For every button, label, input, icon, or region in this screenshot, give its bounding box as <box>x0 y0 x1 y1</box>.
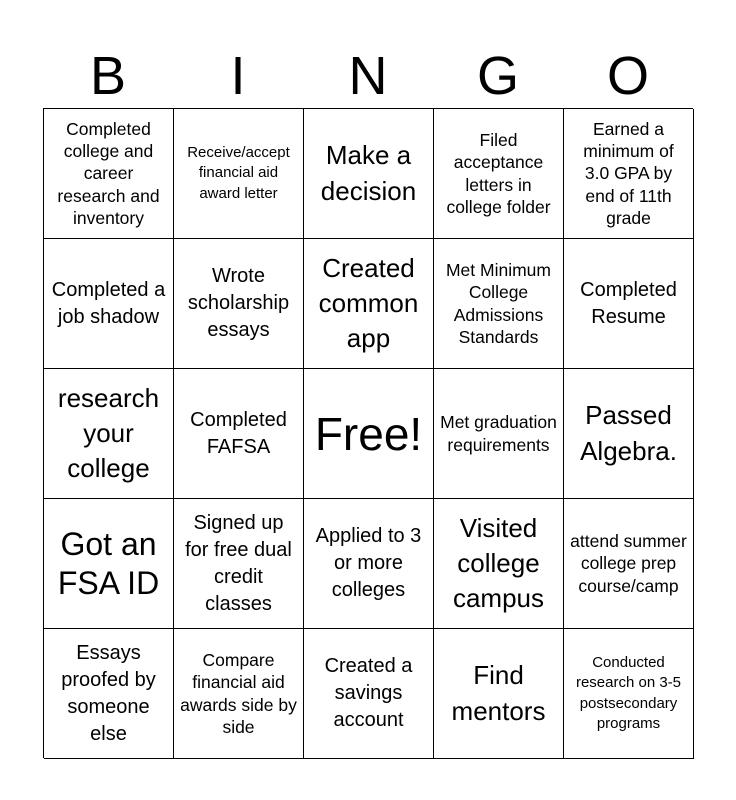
bingo-cell <box>434 239 564 369</box>
cell-text: Visited college campus <box>452 512 545 614</box>
bingo-cell <box>174 499 304 629</box>
cell-text: Receive/accept financial aid award letter <box>187 144 290 202</box>
cell-text: Signed up for free dual credit classes <box>185 511 292 615</box>
cell-text: Passed Algebra. <box>580 400 677 466</box>
cell-text: Filed acceptance letters in college folder <box>446 129 551 217</box>
bingo-cell <box>304 629 434 759</box>
bingo-cell <box>44 499 174 629</box>
cell-text: Earned a minimum of 3.0 GPA by end of 11th grade <box>583 118 674 229</box>
cell-text: Make a decision <box>320 140 417 206</box>
cell-text: Completed college and career research and inventory <box>57 118 160 229</box>
bingo-header <box>43 44 693 108</box>
cell-text: Met graduation requirements <box>440 412 557 455</box>
cell-text: research your college <box>57 382 160 484</box>
bingo-cell <box>564 369 694 499</box>
cell-text: Completed a job shadow <box>51 278 166 328</box>
cell-text: Find mentors <box>451 660 546 726</box>
header-letter-g: G <box>476 46 519 106</box>
cell-text: Completed Resume <box>580 278 677 328</box>
bingo-cell <box>174 629 304 759</box>
header-letter-o: O <box>606 46 649 106</box>
free-space-cell <box>304 369 434 499</box>
bingo-cell <box>304 109 434 239</box>
cell-text: Wrote scholarship essays <box>187 265 290 341</box>
bingo-cell <box>564 629 694 759</box>
header-letter-i: I <box>230 46 246 106</box>
header-letter-b: B <box>89 46 127 106</box>
bingo-cell <box>304 499 434 629</box>
bingo-cell <box>564 499 694 629</box>
bingo-cell <box>44 369 174 499</box>
bingo-cell <box>434 499 564 629</box>
cell-text: Met Minimum College Admissions Standards <box>445 259 551 347</box>
header-letter-n: N <box>348 46 388 106</box>
bingo-cell <box>434 629 564 759</box>
bingo-cell <box>564 239 694 369</box>
bingo-cell <box>174 369 304 499</box>
bingo-cell <box>44 239 174 369</box>
cell-text: Conducted research on 3-5 postsecondary programs <box>575 654 682 732</box>
bingo-cell <box>44 629 174 759</box>
free-space-text: Free! <box>314 407 423 460</box>
cell-text: Created common app <box>318 252 419 354</box>
cell-text: Completed FAFSA <box>190 408 287 458</box>
bingo-cell <box>174 239 304 369</box>
cell-text: Got an FSA ID <box>57 526 160 601</box>
bingo-cell <box>564 109 694 239</box>
bingo-cell <box>434 109 564 239</box>
cell-text: Essays proofed by someone else <box>61 641 156 745</box>
cell-text: Created a savings account <box>324 655 413 731</box>
cell-text: attend summer college prep course/camp <box>570 530 687 596</box>
cell-text: Compare financial aid awards side by side <box>180 649 297 737</box>
cell-text: Applied to 3 or more colleges <box>315 525 422 601</box>
bingo-cell <box>174 109 304 239</box>
bingo-board <box>43 108 693 758</box>
bingo-cell <box>304 239 434 369</box>
bingo-cell <box>434 369 564 499</box>
bingo-cell <box>44 109 174 239</box>
